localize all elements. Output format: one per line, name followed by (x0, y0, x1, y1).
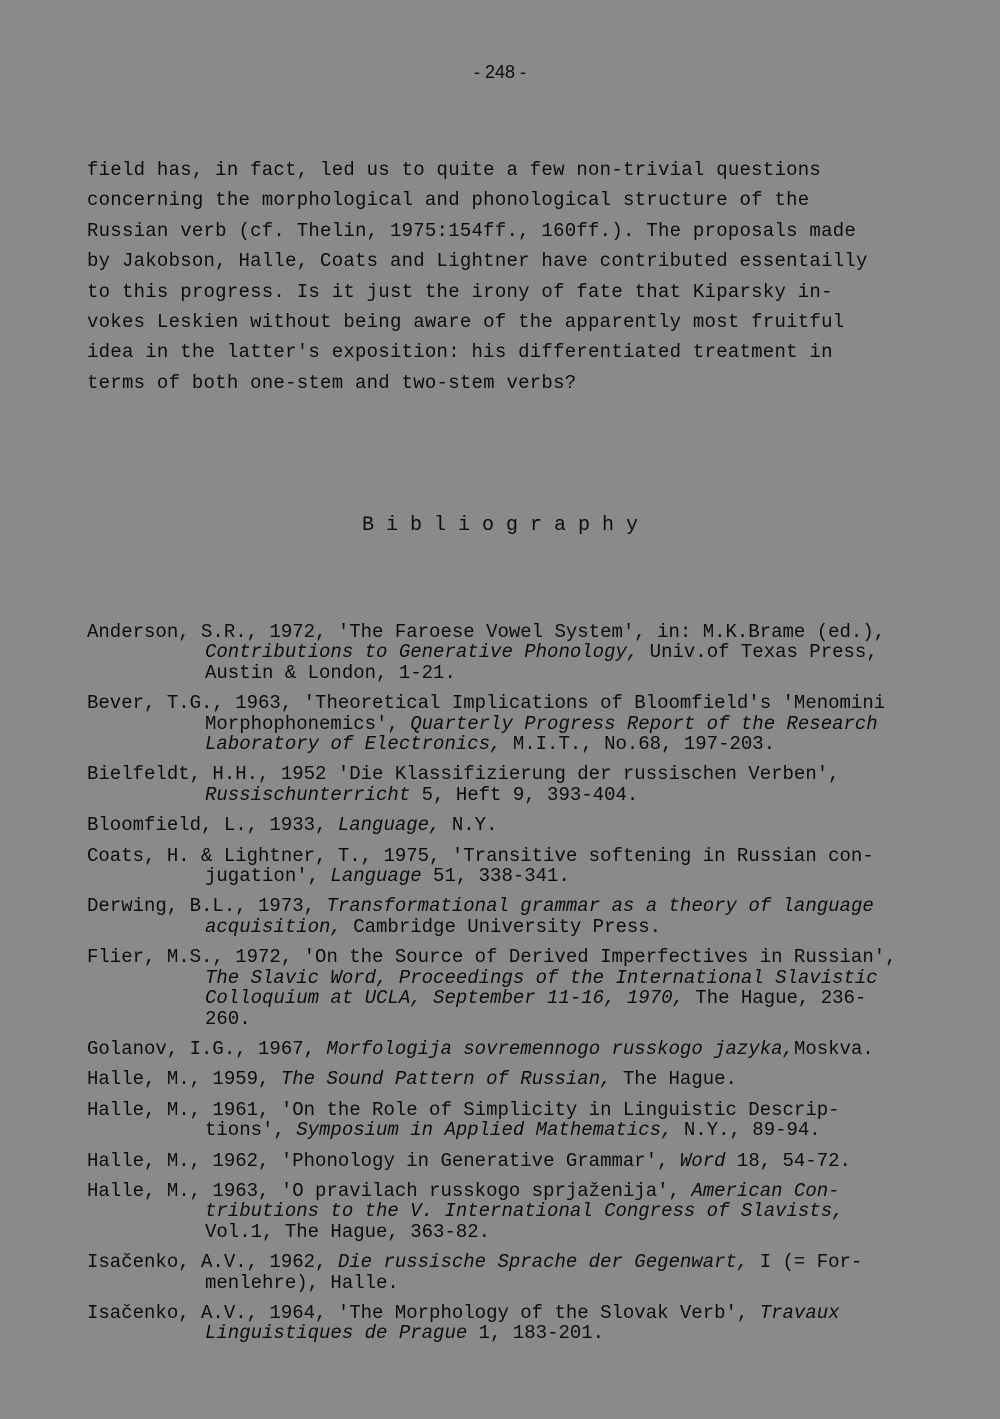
bibliography-entry (87, 693, 957, 754)
bibliography-entry-line (87, 714, 957, 734)
paragraph-line: field has, in fact, led us to quite a few non-trivial questions (87, 159, 822, 181)
bibliography-entry-line (87, 734, 957, 754)
italic-text: acquisition, (205, 915, 342, 938)
bibliography-entry-line (87, 693, 957, 713)
bibliography-entry (87, 1151, 957, 1171)
entry-text: Isačenko, A.V., 1962, (87, 1251, 338, 1274)
entry-text: 51, 338-341. (421, 865, 570, 888)
entry-text: Cambridge University Press. (341, 915, 662, 938)
italic-text: Quarterly Progress Report of the Research (410, 712, 878, 735)
entry-text: Isačenko, A.V., 1964, 'The Morphology of the Slovak Verb', (87, 1301, 760, 1324)
bibliography-entry-line (87, 846, 957, 866)
bibliography-entry-line (87, 866, 957, 886)
italic-text: Colloquium at UCLA, September 11-16, 1970, (205, 987, 684, 1010)
paragraph-line: concerning the morphological and phonological structure of the (87, 189, 810, 212)
bibliography-entry-line (87, 917, 957, 937)
bibliography-entry-line (87, 896, 957, 916)
bibliography-entry-line (87, 764, 957, 784)
bibliography-entry-line (87, 815, 957, 835)
italic-text: Laboratory of Electronics, (205, 733, 502, 756)
italic-text: American Con- (691, 1179, 840, 1202)
body-paragraph (87, 155, 927, 398)
bibliography-entry-line (87, 988, 957, 1008)
bibliography-entry-line (87, 785, 957, 805)
italic-text: Contributions to Generative Phonology, (205, 641, 639, 664)
entry-text: The Hague, 236- (683, 987, 867, 1010)
bibliography-entry-line (87, 1009, 957, 1029)
bibliography-entry (87, 764, 957, 805)
bibliography-entry-line (87, 1252, 957, 1272)
entry-text: 18, 54-72. (725, 1149, 851, 1172)
italic-text: Travaux (759, 1301, 840, 1324)
entry-text: N.Y. (440, 814, 498, 837)
bibliography-heading: B i b l i o g r a p h y (361, 514, 639, 537)
entry-text: Austin & London, 1-21. (205, 661, 456, 684)
bibliography-entry-line (87, 642, 957, 662)
paragraph-line: Russian verb (cf. Thelin, 1975:154ff., 160ff.). The proposals made (87, 219, 857, 242)
entry-text: Bloomfield, L., 1933, (87, 814, 338, 837)
bibliography-list (87, 622, 957, 1354)
entry-text: Anderson, S.R., 1972, 'The Faroese Vowel System', in: M.K.Brame (ed.), (87, 621, 886, 643)
italic-text: Russischunterricht (205, 783, 411, 806)
entry-text: Vol.1, The Hague, 363-82. (205, 1220, 491, 1243)
bibliography-entry (87, 1039, 957, 1059)
italic-text: Word (679, 1149, 726, 1172)
bibliography-entry-line (87, 1181, 957, 1201)
italic-text: Language, (337, 814, 441, 837)
bibliography-entry-line (87, 1201, 957, 1221)
bibliography-entry (87, 896, 957, 937)
bibliography-entry (87, 846, 957, 887)
entry-text: tions', (205, 1119, 297, 1142)
entry-text: 5, Heft 9, 393-404. (410, 783, 639, 806)
entry-text: Halle, M., 1962, 'Phonology in Generative Grammar', (87, 1149, 680, 1172)
italic-text: Morfologija sovremennogo russkogo jazyka, (326, 1037, 794, 1060)
entry-text: The Hague. (611, 1068, 737, 1091)
bibliography-entry (87, 1069, 957, 1089)
bibliography-entry-line (87, 1100, 957, 1120)
bibliography-entry-line (87, 1222, 957, 1242)
bibliography-entry-line (87, 947, 957, 967)
entry-text: Derwing, B.L., 1973, (87, 895, 327, 918)
entry-text: Bever, T.G., 1963, 'Theoretical Implications of Bloomfield's 'Menomini (87, 692, 886, 715)
bibliography-entry-line (87, 1151, 957, 1171)
entry-text: Morphophonemics', (205, 712, 411, 735)
page-number: - 248 - (473, 62, 527, 82)
bibliography-entry (87, 947, 957, 1029)
italic-text: Die russische Sprache der Gegenwart, (337, 1251, 749, 1274)
entry-text: menlehre), Halle. (205, 1271, 399, 1294)
bibliography-entry-line (87, 1323, 957, 1343)
entry-text: Bielfeldt, H.H., 1952 'Die Klassifizierung der russischen Verben', (87, 763, 840, 786)
entry-text: M.I.T., No.68, 197-203. (501, 733, 776, 756)
entry-text: jugation', (205, 865, 331, 888)
bibliography-entry-line (87, 1039, 957, 1059)
paragraph-line: by Jakobson, Halle, Coats and Lightner have contributed essentailly (87, 250, 868, 273)
entry-text: N.Y., 89-94. (672, 1119, 821, 1142)
italic-text: Language (330, 865, 422, 888)
italic-text: The Slavic Word, Proceedings of the International Slavistic (205, 966, 878, 989)
entry-text: Coats, H. & Lightner, T., 1975, 'Transitive softening in Russian con- (87, 844, 874, 867)
bibliography-entry (87, 1252, 957, 1293)
paragraph-line: idea in the latter's exposition: his differentiated treatment in (87, 341, 833, 364)
entry-text: Halle, M., 1961, 'On the Role of Simplicity in Linguistic Descrip- (87, 1098, 840, 1121)
entry-text: I (= For- (748, 1251, 863, 1274)
entry-text: Univ.of Texas Press, (638, 641, 878, 664)
italic-text: Transformational grammar as a theory of language (326, 895, 874, 918)
entry-text: Moskva. (793, 1037, 874, 1060)
bibliography-entry-line (87, 1069, 957, 1089)
italic-text: tributions to the V. International Congress of Slavists, (205, 1200, 844, 1223)
entry-text: Halle, M., 1963, 'O pravilach russkogo sprjaženija', (87, 1179, 692, 1202)
entry-text: Halle, M., 1959, (87, 1068, 281, 1091)
bibliography-entry-line (87, 622, 957, 642)
italic-text: Symposium in Applied Mathematics, (296, 1119, 673, 1142)
bibliography-entry (87, 622, 957, 683)
italic-text: The Sound Pattern of Russian, (280, 1068, 612, 1091)
entry-text: Golanov, I.G., 1967, (87, 1037, 327, 1060)
paragraph-line: terms of both one-stem and two-stem verbs? (87, 371, 577, 394)
entry-text: Flier, M.S., 1972, 'On the Source of Derived Imperfectives in Russian', (87, 946, 897, 969)
bibliography-entry-line (87, 1120, 957, 1140)
paragraph-line: to this progress. Is it just the irony of fate that Kiparsky in- (87, 280, 833, 303)
italic-text: Linguistiques de Prague (205, 1322, 468, 1345)
bibliography-entry-line (87, 663, 957, 683)
bibliography-entry (87, 1181, 957, 1242)
bibliography-entry (87, 1100, 957, 1141)
bibliography-entry-line (87, 968, 957, 988)
paragraph-line: vokes Leskien without being aware of the apparently most fruitful (87, 311, 845, 334)
bibliography-entry (87, 1303, 957, 1344)
entry-text: 260. (205, 1007, 251, 1030)
bibliography-entry (87, 815, 957, 835)
bibliography-entry-line (87, 1303, 957, 1323)
entry-text: 1, 183-201. (467, 1322, 605, 1345)
bibliography-entry-line (87, 1273, 957, 1293)
